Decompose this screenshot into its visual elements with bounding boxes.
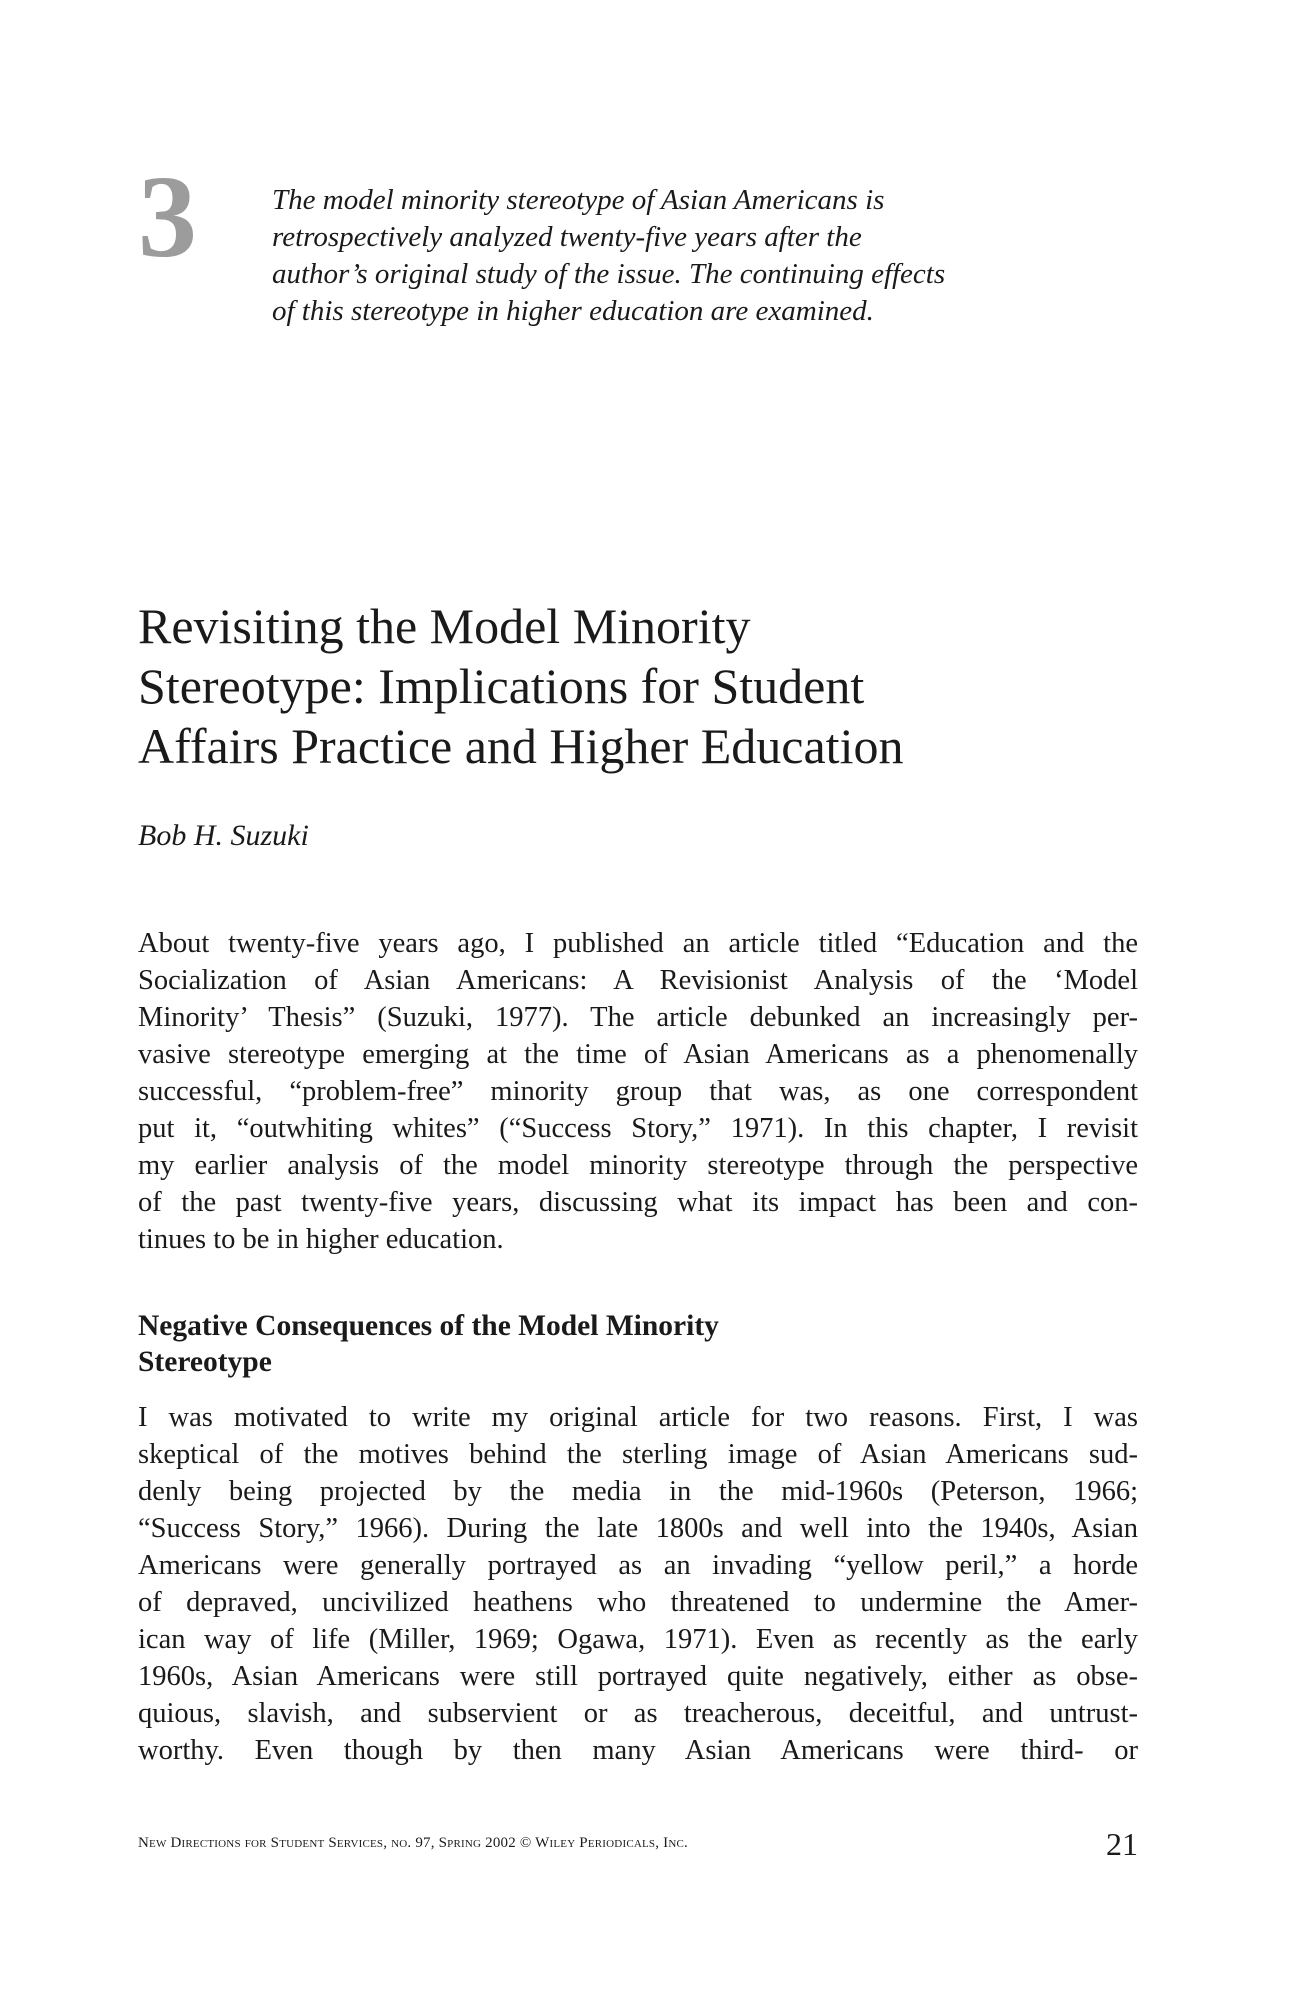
chapter-number: 3 — [138, 151, 197, 282]
title-line: Stereotype: Implications for Student — [138, 658, 865, 714]
abstract-line: of this stereotype in higher education are examined. — [272, 295, 874, 327]
abstract-line: The model minority stereotype of Asian Americans is — [272, 184, 885, 216]
paragraph-line: 1960s, Asian Americans were still portrayed quite negatively, either as obse- — [138, 1661, 1138, 1692]
chapter-abstract — [272, 182, 1032, 330]
paragraph-line: of depraved, uncivilized heathens who threatened to undermine the Amer- — [138, 1587, 1138, 1618]
author-name: Bob H. Suzuki — [138, 819, 309, 852]
paragraph-line: tinues to be in higher education. — [138, 1224, 504, 1255]
title-line: Revisiting the Model Minority — [138, 598, 751, 654]
heading-line: Negative Consequences of the Model Minority — [138, 1310, 719, 1342]
paragraph-line: denly being projected by the media in the mid-1960s (Peterson, 1966; — [138, 1476, 1138, 1507]
page-number: 21 — [1106, 1826, 1138, 1862]
paragraph-line: Socialization of Asian Americans: A Revisionist Analysis of the ‘Model — [138, 965, 1138, 996]
paragraph-line: “Success Story,” 1966). During the late 1800s and well into the 1940s, Asian — [138, 1513, 1138, 1544]
paragraph-line: successful, “problem-free” minority group that was, as one correspondent — [138, 1076, 1138, 1107]
paragraph-line: About twenty-five years ago, I published an article titled “Education and the — [138, 928, 1138, 959]
paragraph-line: my earlier analysis of the model minority stereotype through the perspective — [138, 1150, 1138, 1181]
section-heading — [138, 1308, 719, 1380]
paragraph-line: I was motivated to write my original article for two reasons. First, I was — [138, 1402, 1138, 1433]
intro-paragraph — [138, 925, 1138, 1258]
journal-footer: New Directions for Student Services, no. 97, Spring 2002 © Wiley Periodicals, Inc. — [138, 1835, 688, 1851]
paragraph-line: skeptical of the motives behind the sterling image of Asian Americans sud- — [138, 1439, 1138, 1470]
section-paragraph — [138, 1399, 1138, 1769]
abstract-line: retrospectively analyzed twenty-five years after the — [272, 221, 862, 253]
article-title — [138, 596, 1178, 776]
paragraph-line: of the past twenty-five years, discussing what its impact has been and con- — [138, 1187, 1138, 1218]
abstract-line: author’s original study of the issue. The continuing effects — [272, 258, 946, 290]
paragraph-line: Americans were generally portrayed as an invading “yellow peril,” a horde — [138, 1550, 1138, 1581]
paragraph-line: vasive stereotype emerging at the time of Asian Americans as a phenomenally — [138, 1039, 1138, 1070]
paragraph-line: ican way of life (Miller, 1969; Ogawa, 1971). Even as recently as the early — [138, 1624, 1138, 1655]
paragraph-line: put it, “outwhiting whites” (“Success Story,” 1971). In this chapter, I revisit — [138, 1113, 1138, 1144]
heading-line: Stereotype — [138, 1346, 272, 1378]
paragraph-line: Minority’ Thesis” (Suzuki, 1977). The article debunked an increasingly per- — [138, 1002, 1138, 1033]
title-line: Affairs Practice and Higher Education — [138, 718, 904, 774]
paragraph-line: worthy. Even though by then many Asian Americans were third- or — [138, 1735, 1138, 1766]
paragraph-line: quious, slavish, and subservient or as treacherous, deceitful, and untrust- — [138, 1698, 1138, 1729]
